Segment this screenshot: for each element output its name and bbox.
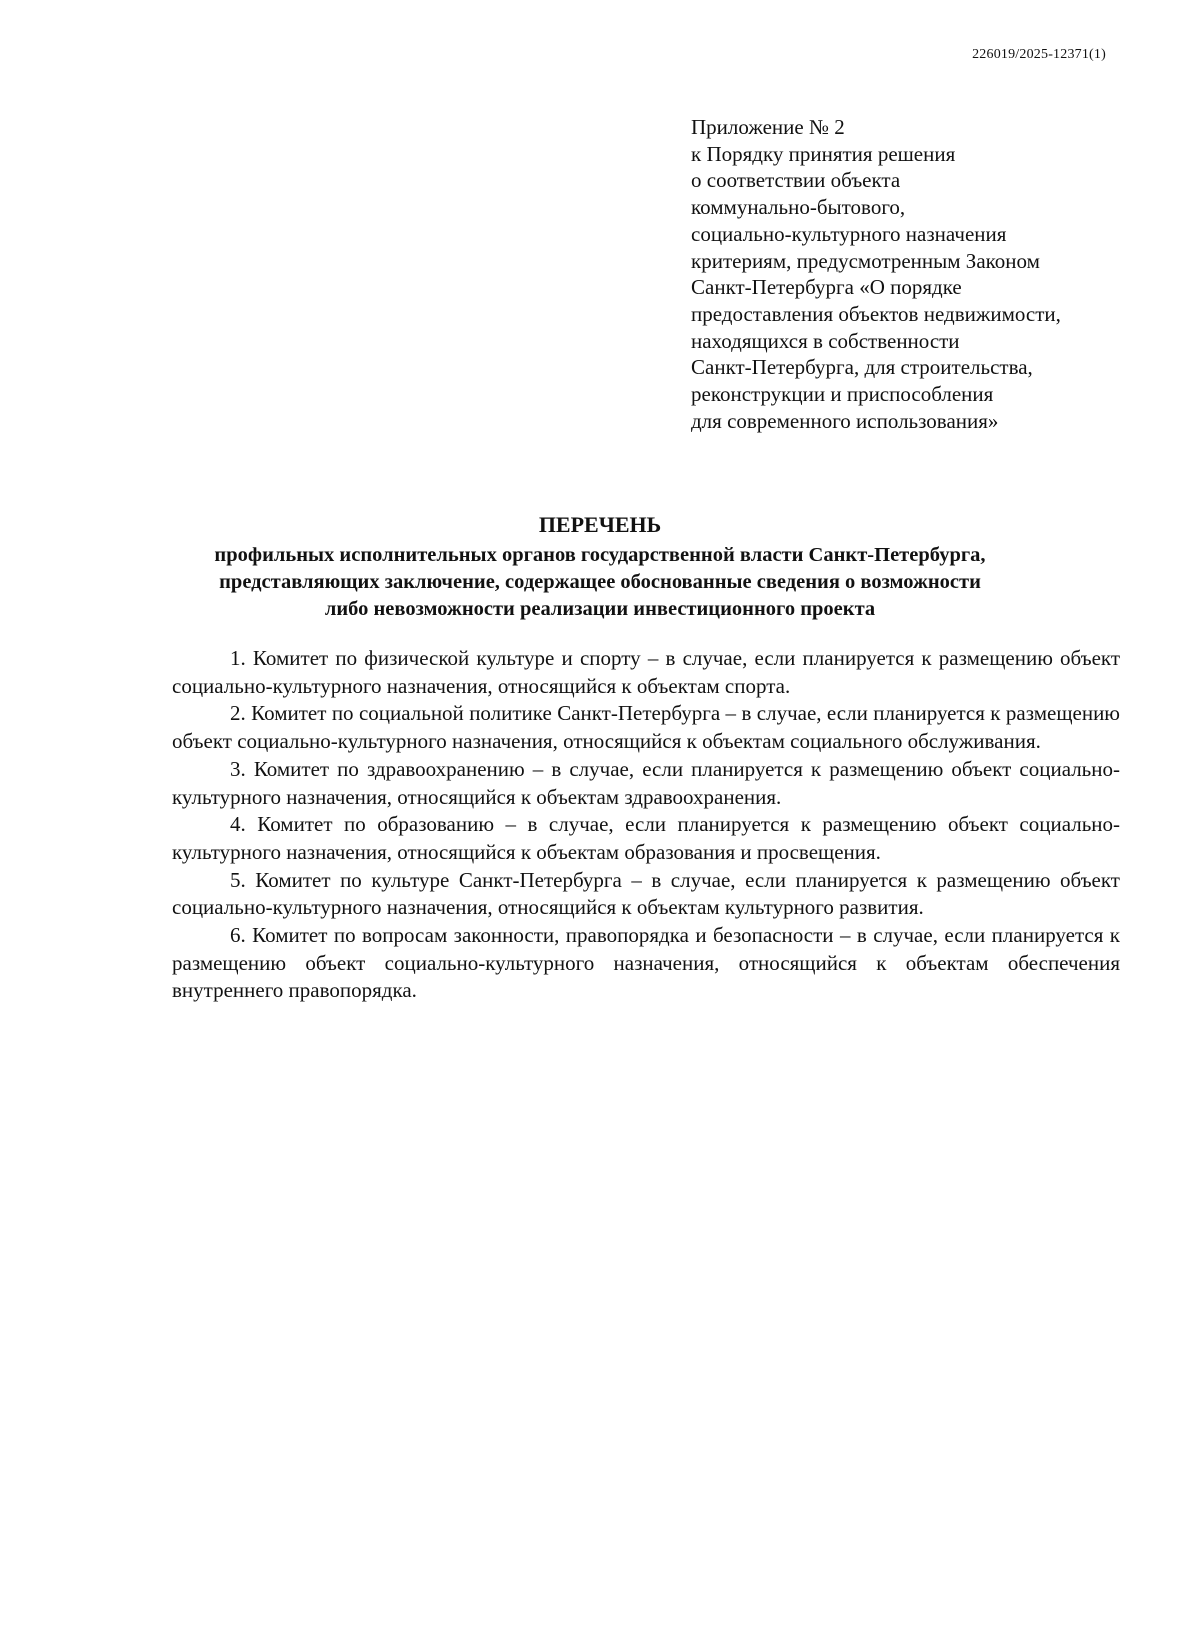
list-item: 3. Комитет по здравоохранению – в случае, если планируется к размещению объект социально-культурного назначения, относящийся к объектам здравоохранения. xyxy=(172,756,1120,809)
list-item: 1. Комитет по физической культуре и спорту – в случае, если планируется к размещению объект социально-культурного назначения, относящийся к объектам спорта. xyxy=(172,646,1120,698)
document-subtitle-line: либо невозможности реализации инвестиционного проекта xyxy=(324,598,876,620)
appendix-line: Приложение № 2 xyxy=(691,115,845,139)
appendix-line: для современного использования» xyxy=(691,408,999,433)
appendix-reference-block xyxy=(691,114,1161,434)
list-item: 2. Комитет по социальной политике Санкт-Петербурга – в случае, если планируется к размещению объект социально-культурного назначения, относящийся к объектам социального обслуживания. xyxy=(172,701,1120,754)
appendix-line: предоставления объектов недвижимости, xyxy=(691,301,1061,326)
document-subtitle-line: профильных исполнительных органов государственной власти Санкт-Петербурга, xyxy=(214,544,986,566)
appendix-line: социально-культурного назначения xyxy=(691,221,1007,246)
appendix-line: к Порядку принятия решения xyxy=(691,141,956,166)
document-heading xyxy=(100,512,1100,623)
appendix-line: Санкт-Петербурга «О порядке xyxy=(691,275,962,300)
appendix-line: Санкт-Петербурга, для строительства, xyxy=(691,355,1033,380)
document-registration-number: 226019/2025-12371(1) xyxy=(972,47,1106,62)
document-subtitle-line: представляющих заключение, содержащее обоснованные сведения о возможности xyxy=(219,571,981,593)
list-item: 6. Комитет по вопросам законности, правопорядка и безопасности – в случае, если планируется к размещению объект социально-культурного назначения, относящийся к объектам обеспечения внутреннего правопорядка. xyxy=(172,923,1120,1003)
list-item: 4. Комитет по образованию – в случае, если планируется к размещению объект социально-культурного назначения, относящийся к объектам образования и просвещения. xyxy=(172,812,1120,864)
list-item: 5. Комитет по культуре Санкт-Петербурга – в случае, если планируется к размещению объект социально-культурного назначения, относящийся к объектам культурного развития. xyxy=(172,867,1120,920)
appendix-line: реконструкции и приспособления xyxy=(691,382,994,407)
document-title: ПЕРЕЧЕНЬ xyxy=(538,512,662,537)
appendix-line: о соответствии объекта xyxy=(691,168,901,193)
appendix-line: находящихся в собственности xyxy=(691,328,960,353)
appendix-line: коммунально-бытового, xyxy=(691,195,906,220)
numbered-list xyxy=(172,645,1120,1005)
appendix-line: критериям, предусмотренным Законом xyxy=(691,248,1040,273)
